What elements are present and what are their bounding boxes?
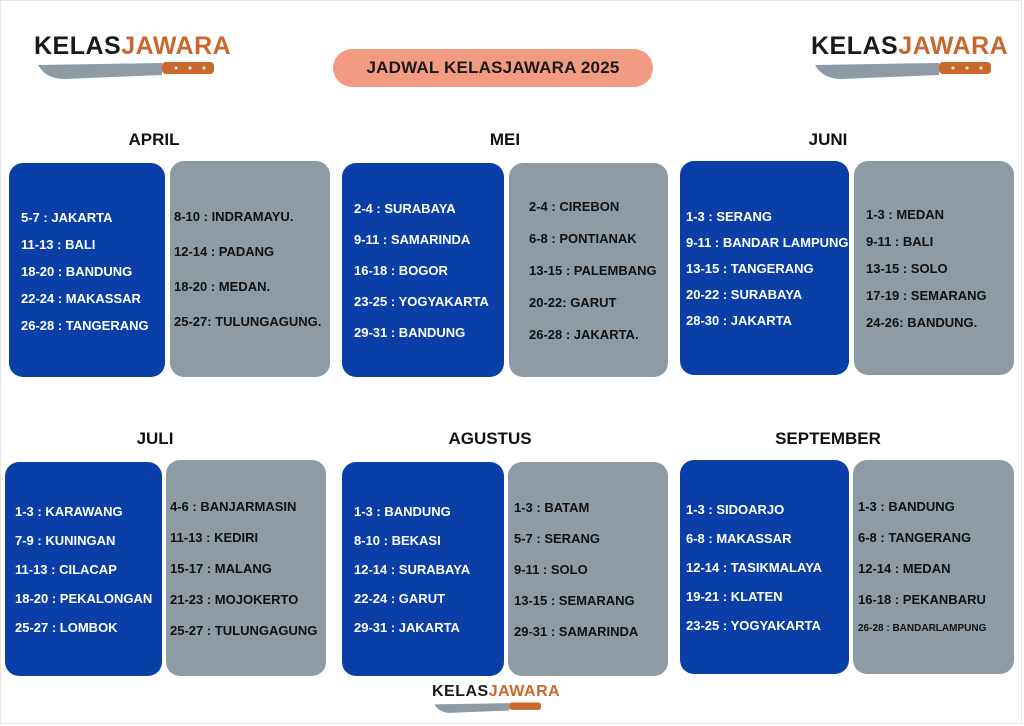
knife-icon (432, 700, 547, 716)
schedule-item: 8-10 : BEKASI (354, 532, 441, 548)
logo-part2: JAWARA (898, 32, 1009, 60)
schedule-item: 25-27 : TULUNGAGUNG (170, 622, 318, 638)
schedule-item: 13-15 : TANGERANG (686, 260, 814, 276)
schedule-item: 12-14 : SURABAYA (354, 561, 471, 577)
schedule-item: 2-4 : SURABAYA (354, 200, 456, 216)
schedule-item: 9-11 : SAMARINDA (354, 231, 471, 247)
schedule-item: 6-8 : PONTIANAK (529, 230, 637, 246)
schedule-item: 29-31 : JAKARTA (354, 619, 460, 635)
schedule-item: 17-19 : SEMARANG (866, 287, 987, 303)
schedule-box-juli-blue (5, 462, 162, 676)
schedule-box-juli-grey (166, 460, 326, 676)
page-title: JADWAL KELASJAWARA 2025 (333, 49, 653, 87)
month-title-mei: MEI (489, 130, 521, 149)
schedule-item: 1-3 : SIDOARJO (686, 501, 785, 517)
schedule-item: 26-28 : BANDARLAMPUNG (858, 623, 987, 634)
schedule-item: 1-3 : KARAWANG (15, 503, 123, 519)
logo-left (34, 34, 231, 83)
logo-part1: KELAS (34, 32, 122, 60)
month-title-september: SEPTEMBER (775, 429, 881, 448)
logo-part1: KELAS (811, 32, 899, 60)
schedule-box-september-blue (680, 460, 849, 674)
schedule-box-juni-grey (854, 161, 1014, 375)
schedule-item: 12-14 : TASIKMALAYA (686, 559, 823, 575)
logo-part1: KELAS (432, 683, 489, 700)
schedule-item: 16-18 : PEKANBARU (858, 592, 986, 607)
schedule-box-april-grey (170, 161, 330, 377)
schedule-item: 29-31 : BANDUNG (354, 324, 466, 340)
schedule-item: 26-28 : JAKARTA. (529, 326, 639, 342)
month-title-april: APRIL (128, 130, 180, 149)
schedule-item: 20-22: GARUT (529, 294, 617, 310)
knife-icon (34, 59, 224, 83)
schedule-item: 2-4 : CIREBON (529, 198, 620, 214)
schedule-item: 1-3 : MEDAN (866, 206, 945, 222)
schedule-item: 15-17 : MALANG (170, 560, 272, 576)
schedule-item: 24-26: BANDUNG. (866, 314, 978, 330)
schedule-item: 18-20 : MEDAN. (174, 279, 271, 294)
schedule-box-agustus-grey (508, 462, 668, 676)
schedule-item: 25-27: TULUNGAGUNG. (174, 314, 322, 329)
schedule-item: 22-24 : MAKASSAR (21, 290, 141, 306)
schedule-item: 18-20 : BANDUNG (21, 263, 133, 279)
logo-part2: JAWARA (488, 683, 561, 700)
schedule-item: 9-11 : SOLO (514, 561, 588, 577)
schedule-item: 4-6 : BANJARMASIN (170, 498, 297, 514)
schedule-item: 5-7 : SERANG (514, 530, 600, 546)
schedule-item: 23-25 : YOGYAKARTA (686, 617, 821, 633)
schedule-item: 13-15 : SEMARANG (514, 592, 635, 608)
schedule-box-mei-grey (509, 163, 668, 377)
logo-part2: JAWARA (121, 32, 232, 60)
logo-right (811, 34, 1008, 83)
schedule-item: 22-24 : GARUT (354, 590, 446, 606)
schedule-box-april-blue (9, 163, 165, 377)
schedule-item: 9-11 : BALI (866, 233, 934, 249)
month-title-juni: JUNI (808, 130, 848, 149)
schedule-item: 8-10 : INDRAMAYU. (174, 209, 294, 224)
schedule-item: 28-30 : JAKARTA (686, 312, 792, 328)
schedule-item: 16-18 : BOGOR (354, 262, 448, 278)
schedule-item: 13-15 : SOLO (866, 260, 948, 276)
schedule-item: 6-8 : TANGERANG (858, 530, 972, 545)
schedule-item: 9-11 : BANDAR LAMPUNG (686, 234, 849, 250)
schedule-item: 19-21 : KLATEN (686, 588, 783, 604)
schedule-item: 18-20 : PEKALONGAN (15, 590, 153, 606)
schedule-box-agustus-blue (342, 462, 504, 676)
month-title-juli: JULI (136, 429, 174, 448)
logo-text (34, 34, 231, 59)
knife-icon (811, 59, 1001, 83)
logo-text (811, 34, 1008, 59)
schedule-box-mei-blue (342, 163, 504, 377)
schedule-item: 29-31 : SAMARINDA (514, 623, 639, 639)
logo-text (432, 684, 560, 700)
schedule-item: 23-25 : YOGYAKARTA (354, 293, 489, 309)
schedule-item: 5-7 : JAKARTA (21, 209, 113, 225)
schedule-item: 6-8 : MAKASSAR (686, 530, 792, 546)
schedule-item: 11-13 : KEDIRI (170, 529, 259, 545)
schedule-item: 12-14 : MEDAN (858, 561, 951, 576)
schedule-item: 20-22 : SURABAYA (686, 286, 803, 302)
schedule-item: 21-23 : MOJOKERTO (170, 591, 299, 607)
month-title-agustus: AGUSTUS (448, 429, 532, 448)
schedule-item: 11-13 : BALI (21, 236, 96, 252)
schedule-box-september-grey (853, 460, 1014, 674)
schedule-item: 25-27 : LOMBOK (15, 619, 118, 635)
schedule-item: 13-15 : PALEMBANG (529, 262, 657, 278)
schedule-item: 12-14 : PADANG (174, 244, 275, 259)
schedule-box-juni-blue (680, 161, 849, 375)
schedule-item: 1-3 : BATAM (514, 499, 590, 515)
schedule-item: 11-13 : CILACAP (15, 561, 117, 577)
schedule-item: 1-3 : BANDUNG (858, 499, 955, 514)
schedule-item: 26-28 : TANGERANG (21, 317, 149, 333)
schedule-item: 7-9 : KUNINGAN (15, 532, 116, 548)
schedule-item: 1-3 : SERANG (686, 208, 772, 224)
logo-bottom (432, 684, 560, 716)
schedule-item: 1-3 : BANDUNG (354, 503, 451, 519)
